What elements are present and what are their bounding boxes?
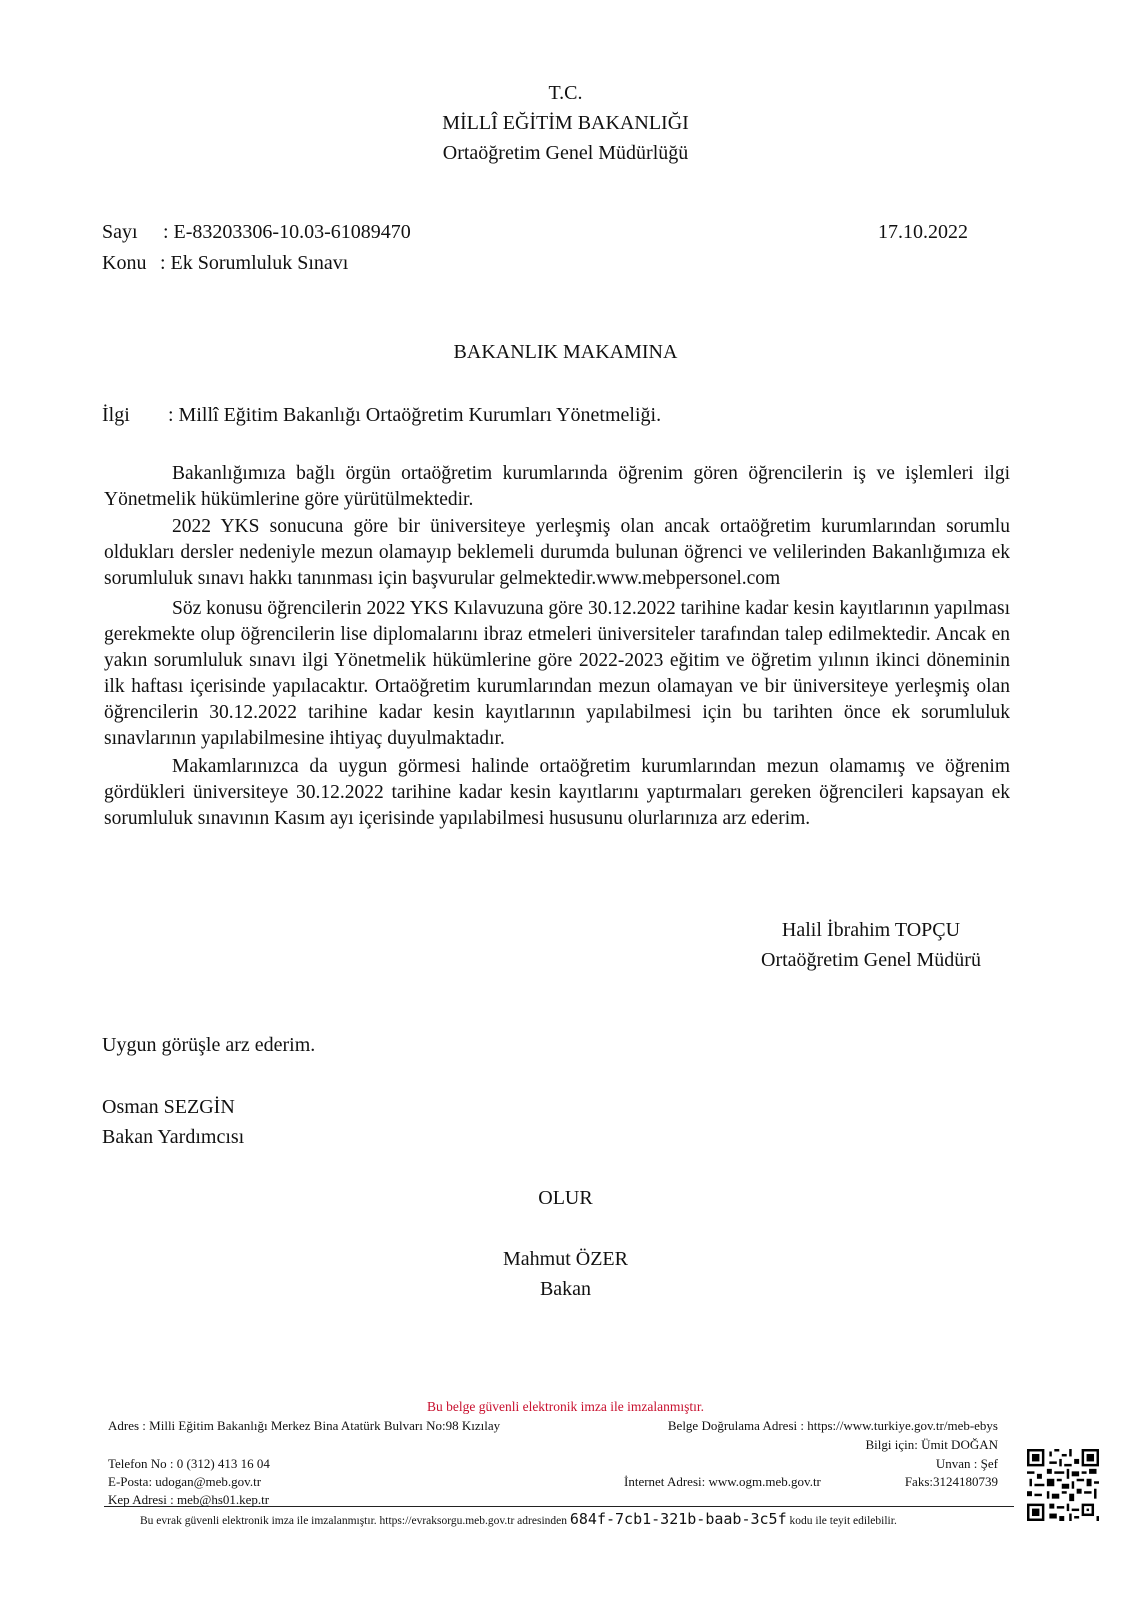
body-paragraph-2: 2022 YKS sonucuna göre bir üniversiteye yerleşmiş olan ancak ortaöğretim kurumlarından sorumlu oldukları dersler nedeniyle mezun olamayıp beklemeli durumda bulunan öğrenci ve velilerinden Bakanlığımıza ek sorumluluk sınavı hakkı tanınması için başvurular gelmektedir.www.mebpersonel.com: [104, 516, 1010, 589]
konu-label: Konu: [102, 252, 147, 274]
footer-internet[interactable]: İnternet Adresi: www.ogm.meb.gov.tr: [624, 1474, 821, 1489]
header-line-tc: T.C.: [548, 82, 583, 104]
signature-block-deputy: [102, 1092, 244, 1152]
footer-divider: [104, 1506, 1014, 1507]
endorsement-text: Uygun görüşle arz ederim.: [102, 1034, 316, 1056]
footer-contact-title: Unvan : Şef: [935, 1456, 998, 1471]
approval-block: [0, 1244, 1131, 1304]
deputy-name: Osman SEZGİN: [102, 1096, 235, 1118]
ilgi-value: : Millî Eğitim Bakanlığı Ortaöğretim Kurumları Yönetmeliği.: [168, 404, 662, 426]
footer-phone: Telefon No : 0 (312) 413 16 04: [108, 1456, 270, 1471]
footer-info-contact: Bilgi için: Ümit DOĞAN: [865, 1437, 998, 1452]
qr-code-icon: [1027, 1449, 1099, 1521]
footer-verify-link[interactable]: Belge Doğrulama Adresi : https://www.turkiye.gov.tr/meb-ebys: [667, 1418, 998, 1433]
signer-name: Halil İbrahim TOPÇU: [781, 919, 961, 941]
footer-email[interactable]: E-Posta: udogan@meb.gov.tr: [108, 1474, 262, 1489]
verification-suffix: kodu ile teyit edilebilir.: [789, 1515, 897, 1527]
esignature-notice: Bu belge güvenli elektronik imza ile imzalanmıştır.: [426, 1399, 705, 1414]
body-paragraph-4: Makamlarınızca da uygun görmesi halinde ortaöğretim kurumlarından mezun olamamış ve öğrenim gördükleri üniversiteye 30.12.2022 tarihine kadar kesin kayıtlarını yaptırmaları gereken öğrencileri kapsayan ek sorumluluk sınavının Kasım ayı içerisinde yapılabilmesi hususunu olurlarınıza arz ederim.: [104, 756, 1010, 829]
sayi-label: Sayı: [102, 221, 138, 243]
addressee: BAKANLIK MAKAMINA: [453, 341, 678, 363]
body-paragraph-1: Bakanlığımıza bağlı örgün ortaöğretim kurumlarında öğrenim gören öğrencilerin iş ve işlemleri ilgi Yönetmelik hükümlerine göre yürütülmektedir.: [104, 463, 1010, 510]
institution-header: [0, 78, 1131, 168]
signer-title: Ortaöğretim Genel Müdürü: [761, 949, 981, 971]
deputy-title: Bakan Yardımcısı: [102, 1126, 245, 1148]
footer-kep: Kep Adresi : meb@hs01.kep.tr: [108, 1492, 270, 1507]
signature-block-director: [740, 915, 1002, 975]
ilgi-label: İlgi: [102, 404, 130, 426]
minister-name: Mahmut ÖZER: [503, 1248, 628, 1270]
minister-title: Bakan: [539, 1278, 592, 1300]
approval-olur: OLUR: [538, 1187, 593, 1209]
verification-prefix: Bu evrak güvenli elektronik imza ile imzalanmıştır. https://evraksorgu.meb.gov.tr adresinden: [140, 1515, 567, 1527]
header-line-directorate: Ortaöğretim Genel Müdürlüğü: [442, 142, 689, 164]
konu-value: : Ek Sorumluluk Sınavı: [160, 252, 349, 274]
header-line-ministry: MİLLÎ EĞİTİM BAKANLIĞI: [442, 112, 689, 134]
footer-address: Adres : Milli Eğitim Bakanlığı Merkez Bina Atatürk Bulvarı No:98 Kızılay: [108, 1418, 501, 1433]
body-paragraph-3: Söz konusu öğrencilerin 2022 YKS Kılavuzuna göre 30.12.2022 tarihine kadar kesin kayıtlarının yapılması gerekmekte olup öğrencilerin lise diplomalarını ibraz etmeleri üniversiteler tarafından talep edilmektedir. Ancak en yakın sorumluluk sınavı ilgi Yönetmelik hükümlerine göre 2022-2023 eğitim ve öğretim yılının ikinci döneminin ilk haftası içerisinde yapılacaktır. Ortaöğretim kurumlarından mezun olamayan ve bir üniversiteye yerleşmiş olan öğrencilerin 30.12.2022 tarihine kadar kesin kayıtlarının yapılabilmesi için bu tarihten önce ek sorumluluk sınavlarının yapılabilmesine ihtiyaç duyulmaktadır.: [104, 598, 1010, 749]
sayi-value: : E-83203306-10.03-61089470: [163, 221, 411, 243]
document-date: 17.10.2022: [878, 221, 968, 243]
verification-line: [140, 1510, 897, 1528]
verification-code: 684f-7cb1-321b-baab-3c5f: [569, 1510, 787, 1528]
footer-fax: Faks:3124180739: [904, 1474, 998, 1489]
